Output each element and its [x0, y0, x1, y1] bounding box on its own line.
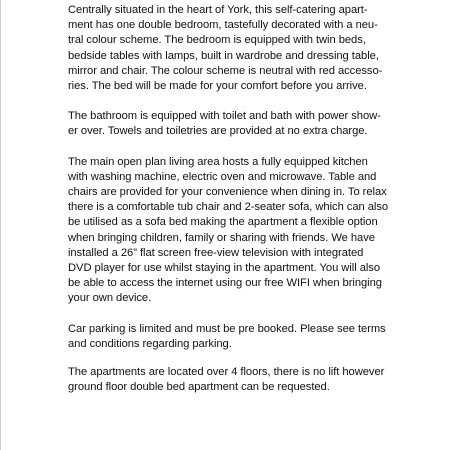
text-line: Car parking is limited and must be pre booked. Please see terms	[68, 322, 386, 335]
text-line: bedside tables with lamps, built in wardrobe and dressing table,	[68, 49, 379, 62]
paragraph-floors	[68, 365, 408, 395]
text-line: Centrally situated in the heart of York, this self-catering apart-	[68, 4, 368, 16]
text-line: be utilised as a sofa bed making the apartment a flexible option	[68, 216, 378, 229]
text-line: with washing machine, electric oven and microwave. Table and	[68, 170, 377, 183]
text-line: installed a 26” flat screen free-view television with integrated	[68, 246, 364, 259]
text-line: DVD player for use whilst staying in the apartment. You will also	[68, 262, 381, 275]
page-edge-divider	[0, 0, 1, 450]
text-line: The apartments are located over 4 floors, there is no lift however	[68, 366, 385, 379]
text-line: ment has one double bedroom, tastefully decorated with a neu-	[68, 19, 378, 32]
text-line: mirror and chair. The colour scheme is neutral with red accesso-	[68, 64, 383, 77]
text-line: your own device.	[68, 292, 152, 305]
paragraph-spacing	[68, 140, 408, 155]
text-line: be able to access the internet using our free WIFI when bringing	[68, 277, 382, 290]
document-text	[68, 3, 408, 395]
text-line: The bathroom is equipped with toilet and bath with power show-	[68, 110, 381, 123]
text-line: chairs are provided for your convenience when dining in. To relax	[68, 186, 387, 199]
paragraph-spacing	[68, 94, 408, 109]
paragraph-spacing	[68, 307, 408, 322]
text-line: ries. The bed will be made for your comfort before you arrive.	[68, 80, 367, 93]
paragraph-parking	[68, 322, 408, 352]
paragraph-living-area	[68, 155, 408, 307]
text-line: and conditions regarding parking.	[68, 337, 232, 350]
paragraph-bathroom	[68, 109, 408, 139]
paragraph-spacing	[68, 352, 408, 365]
text-line: The main open plan living area hosts a fully equipped kitchen	[68, 155, 368, 168]
text-line: when bringing children, family or sharing with friends. We have	[68, 231, 375, 244]
text-line: er over. Towels and toiletries are provided at no extra charge.	[68, 125, 368, 138]
text-line: ground floor double bed apartment can be requested.	[68, 381, 330, 394]
paragraph-bedroom	[68, 3, 408, 94]
text-line: tral colour scheme. The bedroom is equipped with twin beds,	[68, 34, 366, 47]
text-line: there is a comfortable tub chair and 2-seater sofa, which can also	[68, 201, 389, 214]
